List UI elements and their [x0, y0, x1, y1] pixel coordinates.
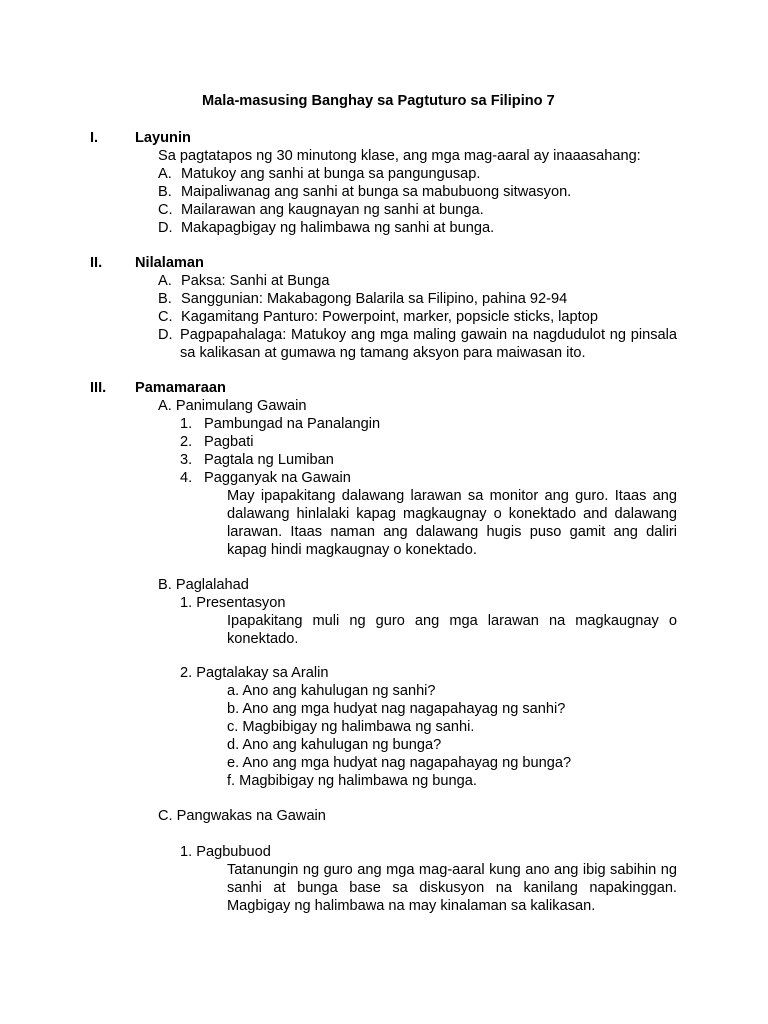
- step-marker: 2.: [180, 434, 193, 450]
- list-marker: C.: [158, 202, 173, 218]
- section-numeral: II.: [90, 255, 103, 271]
- list-marker: B.: [158, 184, 172, 200]
- step-marker: 3.: [180, 452, 193, 468]
- section-heading: Pamamaraan: [135, 380, 226, 396]
- subsection-label: C. Pangwakas na Gawain: [158, 808, 326, 824]
- list-item: Paksa: Sanhi at Bunga: [181, 273, 330, 289]
- step-item: Pagbati: [204, 434, 254, 450]
- list-marker: D.: [158, 220, 173, 236]
- subsection-label: B. Paglalahad: [158, 577, 249, 593]
- section-heading: Layunin: [135, 130, 191, 146]
- question-item: e. Ano ang mga hudyat nag nagapahayag ng bunga?: [227, 755, 572, 771]
- list-marker: B.: [158, 291, 172, 307]
- list-item: Makapagbigay ng halimbawa ng sanhi at bunga.: [181, 220, 495, 236]
- step-item: Pagganyak na Gawain: [204, 470, 351, 486]
- presentasyon-paragraph: Ipapakitang muli ng guro ang mga larawan na magkaugnay o konektado.: [227, 613, 677, 647]
- subheading: 1. Pagbubuod: [180, 844, 271, 860]
- question-item: b. Ano ang mga hudyat nag nagapahayag ng sanhi?: [227, 701, 566, 717]
- step-item: Pambungad na Panalangin: [204, 416, 381, 432]
- document-title: Mala-masusing Banghay sa Pagtuturo sa Filipino 7: [202, 93, 555, 109]
- subheading: 1. Presentasyon: [180, 595, 286, 611]
- section-intro: Sa pagtatapos ng 30 minutong klase, ang mga mag-aaral ay inaaasahang:: [158, 148, 641, 164]
- list-item: Sanggunian: Makabagong Balarila sa Filipino, pahina 92-94: [181, 291, 568, 307]
- pagbubuod-paragraph: Tatanungin ng guro ang mga mag-aaral kung ano ang ibig sabihin ng sanhi at bunga base sa diskusyon na kanilang napakinggan. Magbigay ng halimbawa na may kinalaman sa kalikasan.: [227, 862, 677, 914]
- pagganyak-paragraph: May ipapakitang dalawang larawan sa monitor ang guro. Itaas ang dalawang hinlalaki kapag magkaugnay o konektado and dalawang larawan. Itaas naman ang dalawang hugis puso gamit ang daliri kapag hindi magkaugnay o konektado.: [227, 488, 677, 558]
- list-item: Kagamitang Panturo: Powerpoint, marker, popsicle sticks, laptop: [181, 309, 598, 325]
- list-marker: D.: [158, 327, 173, 343]
- list-marker: A.: [158, 166, 172, 182]
- subheading: 2. Pagtalakay sa Aralin: [180, 665, 329, 681]
- step-marker: 4.: [180, 470, 193, 486]
- step-item: Pagtala ng Lumiban: [204, 452, 334, 468]
- list-item: Mailarawan ang kaugnayan ng sanhi at bunga.: [181, 202, 484, 218]
- question-item: f. Magbibigay ng halimbawa ng bunga.: [227, 773, 477, 789]
- list-marker: A.: [158, 273, 172, 289]
- step-marker: 1.: [180, 416, 193, 432]
- question-item: a. Ano ang kahulugan ng sanhi?: [227, 683, 436, 699]
- section-numeral: III.: [90, 380, 107, 396]
- list-marker: C.: [158, 309, 173, 325]
- list-item: Pagpapahalaga: Matukoy ang mga maling gawain na nagdudulot ng pinsala sa kalikasan at gumawa ng tamang aksyon para maiwasan ito.: [180, 327, 677, 361]
- section-heading: Nilalaman: [135, 255, 204, 271]
- section-numeral: I.: [90, 130, 99, 146]
- subsection-label: A. Panimulang Gawain: [158, 398, 307, 414]
- question-item: c. Magbibigay ng halimbawa ng sanhi.: [227, 719, 475, 735]
- list-item: Maipaliwanag ang sanhi at bunga sa mabubuong sitwasyon.: [181, 184, 572, 200]
- list-item: Matukoy ang sanhi at bunga sa pangungusap.: [181, 166, 481, 182]
- question-item: d. Ano ang kahulugan ng bunga?: [227, 737, 442, 753]
